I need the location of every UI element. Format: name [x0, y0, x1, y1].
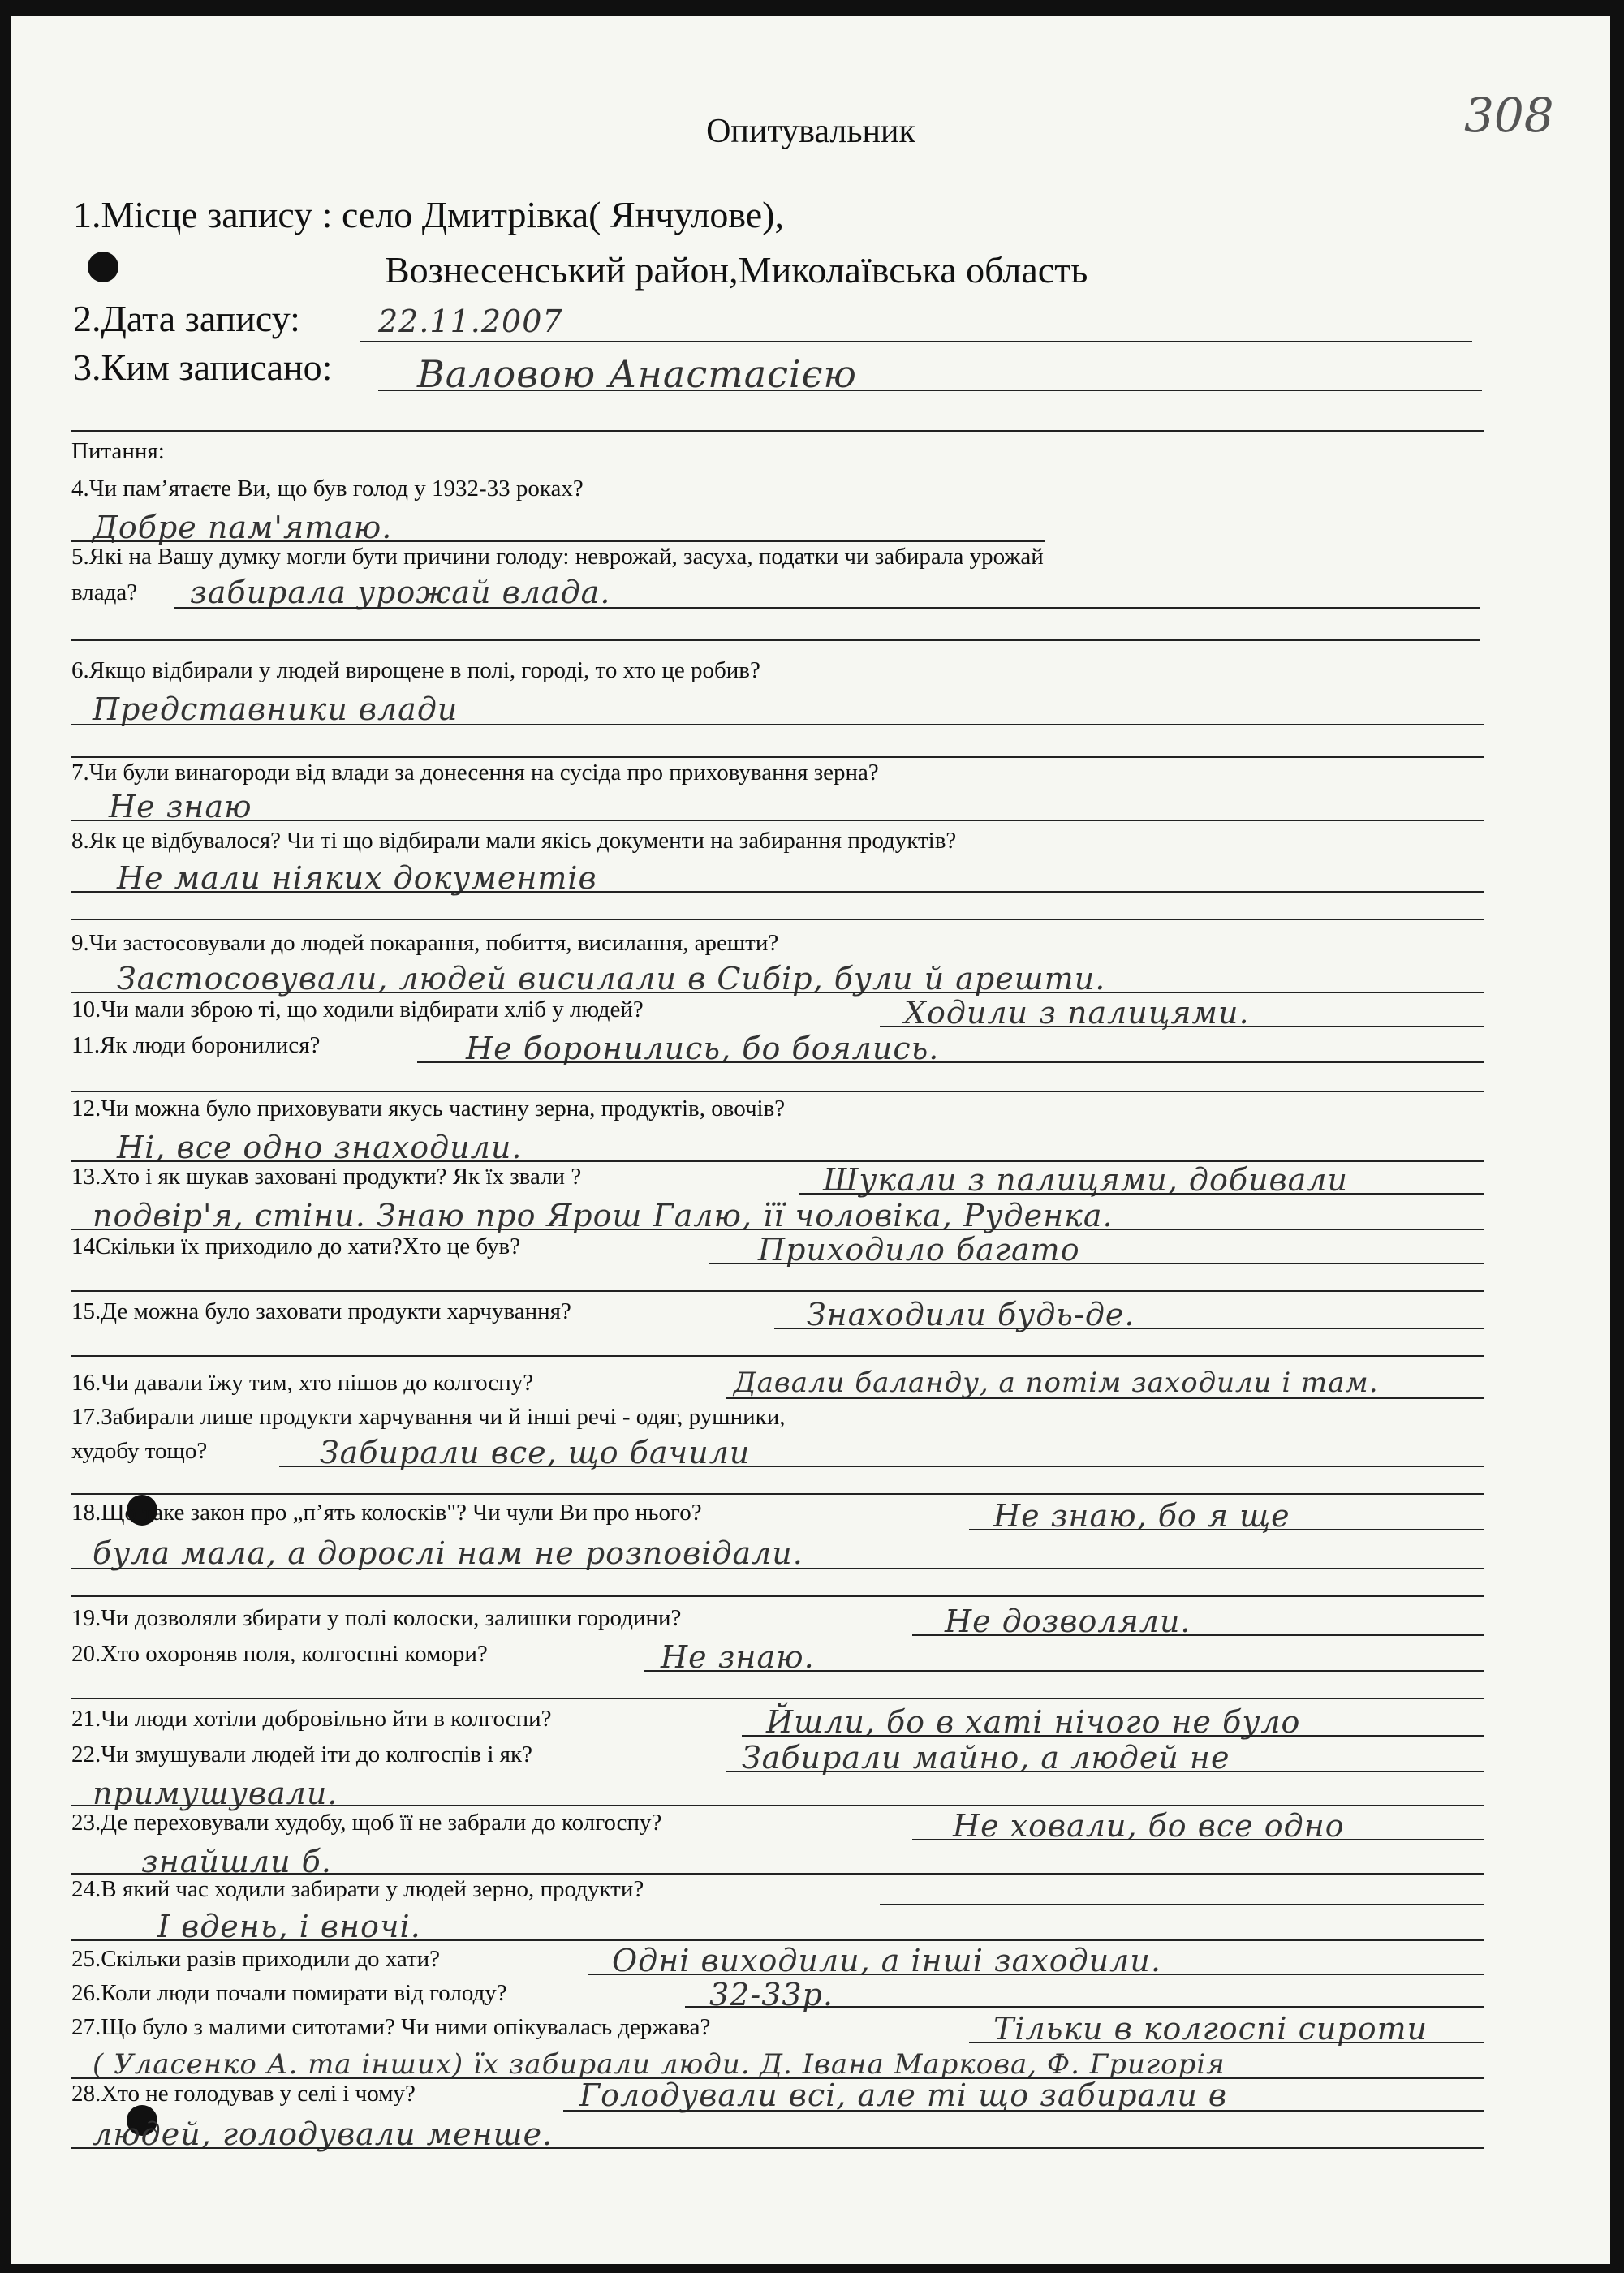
answer-line: [174, 607, 1480, 609]
answer-18: Не знаю, бо я ще: [993, 1498, 1290, 1534]
answer-11: Не боронились, бо боялись.: [466, 1031, 940, 1066]
question-20: 20.Хто охороняв поля, колгоспні комори?: [71, 1641, 488, 1667]
answer-14: Приходило багато: [758, 1232, 1080, 1268]
question-26: 26.Коли люди почали помирати від голоду?: [71, 1980, 507, 2006]
question-16: 16.Чи давали їжу тим, хто пішов до колгоспу?: [71, 1370, 534, 1396]
blank-line: [71, 1290, 1484, 1292]
answer-line: [71, 724, 1484, 725]
answer-22: Забирали майно, а людей не: [742, 1740, 1230, 1776]
answer-23-cont: знайшли б.: [141, 1844, 332, 1879]
place-label: 1.Місце запису : село Дмитрівка( Янчулове),: [73, 194, 784, 235]
question-21: 21.Чи люди хотіли добровільно йти в колгоспи?: [71, 1706, 552, 1732]
blank-line: [71, 1355, 1484, 1357]
answer-22-cont: примушували.: [93, 1776, 338, 1811]
question-28: 28.Хто не голодував у селі і чому?: [71, 2081, 416, 2107]
answer-line: [709, 1263, 1484, 1264]
answer-27: Тільки в колгоспі сироти: [993, 2011, 1428, 2047]
answer-line: [774, 1328, 1484, 1329]
question-9: 9.Чи застосовували до людей покарання, побиття, висилання, арешти?: [71, 930, 779, 956]
answer-7: Не знаю: [109, 789, 252, 824]
answer-19: Не дозволяли.: [945, 1604, 1191, 1639]
answer-25: Одні виходили, а інші заходили.: [612, 1943, 1161, 1978]
answer-line: [912, 1634, 1484, 1636]
answer-line: [969, 1529, 1484, 1530]
answer-24: І вдень, і вночі.: [157, 1909, 421, 1944]
answer-line: [71, 1229, 1484, 1230]
answer-line: [71, 2147, 1484, 2149]
answer-15: Знаходили будь-де.: [807, 1297, 1135, 1332]
question-15: 15.Де можна було заховати продукти харчування?: [71, 1298, 571, 1324]
answer-8: Не мали ніяких документів: [117, 860, 597, 896]
blank-line: [71, 756, 1484, 758]
answer-line: [71, 820, 1484, 821]
question-4: 4.Чи пам’ятаєте Ви, що був голод у 1932-33 роках?: [71, 476, 584, 502]
answer-28: Голодували всі, але ті що забирали в: [579, 2077, 1228, 2113]
answer-23: Не ховали, бо все одно: [953, 1808, 1345, 1844]
answer-line: [417, 1061, 1484, 1063]
question-12: 12.Чи можна було приховувати якусь частину зерна, продуктів, овочів?: [71, 1096, 786, 1121]
answer-10: Ходили з палицями.: [904, 995, 1250, 1031]
answer-5: забирала урожай влада.: [190, 575, 611, 610]
answer-28-cont: людей, голодували менше.: [93, 2116, 554, 2152]
answer-9: Застосовували, людей висилали в Сибір, були й арешти.: [117, 961, 1106, 997]
answer-line: [912, 1839, 1484, 1840]
question-17: 17.Забирали лише продукти харчування чи й інші речі - одяг, рушники,: [71, 1404, 786, 1430]
blank-line: [71, 919, 1484, 920]
document-sheet: [11, 16, 1610, 2264]
place-line2: Вознесенський район,Миколаївська область: [385, 249, 1088, 291]
answer-line: [378, 390, 1482, 391]
question-25: 25.Скільки разів приходили до хати?: [71, 1946, 441, 1972]
question-19: 19.Чи дозволяли збирати у полі колоски, залишки городини?: [71, 1605, 682, 1631]
question-7: 7.Чи були винагороди від влади за донесення на сусіда про приховування зерна?: [71, 760, 879, 786]
answer-16: Давали баланду, а потім заходили і там.: [734, 1367, 1379, 1399]
answer-20: Не знаю.: [661, 1639, 815, 1675]
answer-18-cont: була мала, а дорослі нам не розповідали.: [93, 1535, 803, 1571]
date-label: 2.Дата запису:: [73, 298, 300, 339]
question-17-cont: худобу тощо?: [71, 1438, 208, 1464]
blank-line: [71, 1595, 1484, 1597]
answer-line: [279, 1466, 1484, 1467]
date-value: 22.11.2007: [378, 303, 563, 339]
answer-line: [71, 1805, 1484, 1806]
question-18: 18.Що таке закон про „п’ять колосків"? Чи чули Ви про нього?: [71, 1500, 702, 1526]
answer-line: [588, 1974, 1484, 1975]
answer-13: Шукали з палицями, добивали: [823, 1162, 1348, 1198]
answer-line: [71, 540, 1045, 542]
question-10: 10.Чи мали зброю ті, що ходили відбирати хліб у людей?: [71, 997, 644, 1022]
answer-line: [71, 891, 1484, 893]
page-number: 308: [1464, 88, 1554, 143]
answer-line: [880, 1904, 1484, 1905]
answer-4: Добре пам'ятаю.: [93, 510, 393, 545]
recorder-value: Валовою Анастасією: [417, 352, 857, 396]
answer-12: Ні, все одно знаходили.: [117, 1130, 523, 1165]
blank-line: [71, 1493, 1484, 1495]
answer-line: [726, 1771, 1484, 1772]
answer-line: [799, 1193, 1484, 1195]
answer-27-cont: ( Уласенко А. та інших) їх забирали люди. Д. Івана Маркова, Ф. Григорія: [93, 2048, 1226, 2081]
question-14: 14Скільки їх приходило до хати?Хто це був?: [71, 1233, 521, 1259]
answer-line: [880, 1026, 1484, 1027]
questions-heading: Питання:: [71, 438, 165, 464]
answer-17: Забирали все, що бачили: [320, 1435, 751, 1470]
question-22: 22.Чи змушували людей іти до колгоспів і як?: [71, 1741, 532, 1767]
question-13: 13.Хто і як шукав заховані продукти? Як їх звали ?: [71, 1164, 582, 1190]
answer-6: Представники влади: [93, 691, 459, 727]
answer-line: [71, 1873, 1484, 1875]
answer-line: [71, 992, 1484, 993]
answer-13-cont: подвір'я, стіни. Знаю про Ярош Галю, її чоловіка, Руденка.: [93, 1198, 1114, 1233]
answer-26: 32-33р.: [709, 1977, 834, 2013]
question-6: 6.Якщо відбирали у людей вирощене в полі, городі, то хто це робив?: [71, 657, 760, 683]
question-5-cont: влада?: [71, 579, 138, 605]
question-11: 11.Як люди боронилися?: [71, 1032, 321, 1058]
answer-line: [644, 1670, 1484, 1672]
answer-line: [685, 2006, 1484, 2008]
punch-hole: [88, 252, 118, 282]
answer-line: [360, 341, 1472, 342]
question-23: 23.Де переховували худобу, щоб її не забрали до колгоспу?: [71, 1810, 662, 1836]
question-27: 27.Що було з малими ситотами? Чи ними опікувалась держава?: [71, 2014, 711, 2040]
question-8: 8.Як це відбувалося? Чи ті що відбирали мали якісь документи на забирання продуктів?: [71, 828, 957, 854]
answer-line: [71, 1568, 1484, 1569]
blank-line: [71, 430, 1484, 432]
page-title: Опитувальник: [706, 113, 915, 150]
question-5: 5.Які на Вашу думку могли бути причини голоду: неврожай, засуха, податки чи забирала урожай: [71, 544, 1044, 570]
answer-line: [726, 1397, 1484, 1399]
answer-line: [969, 2042, 1484, 2043]
recorder-label: 3.Ким записано:: [73, 347, 333, 388]
question-24: 24.В який час ходили забирати у людей зерно, продукти?: [71, 1876, 644, 1902]
blank-line: [71, 1091, 1484, 1092]
answer-line: [71, 1939, 1484, 1941]
answer-21: Йшли, бо в хаті нічого не було: [766, 1704, 1301, 1740]
answer-line: [563, 2110, 1484, 2112]
blank-line: [71, 1698, 1484, 1699]
blank-line: [71, 639, 1480, 641]
answer-line: [742, 1735, 1484, 1737]
